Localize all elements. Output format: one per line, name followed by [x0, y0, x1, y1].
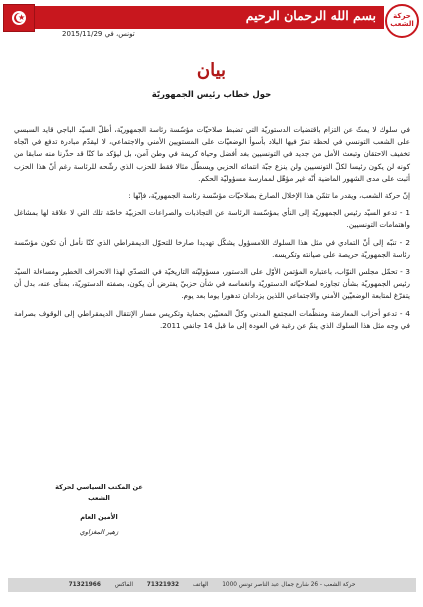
tunisia-flag-icon: ★	[3, 4, 35, 32]
footer-fax-label: الفاكس	[114, 582, 133, 588]
letterhead	[0, 0, 423, 40]
signature-name: زهير المغزاوي	[79, 528, 119, 536]
letterhead-footer	[8, 578, 416, 592]
footer-address: حركة الشعب - 26 شارع جمال عبد الناصر تونس 1000	[222, 582, 356, 588]
basmala-text: بسم الله الرحمان الرحيم	[245, 8, 376, 23]
footer-phone-label: الهاتف	[192, 582, 209, 588]
document-title: بيان	[196, 60, 227, 81]
paragraph-position: إنّ حركة الشعب، ويقدر ما تثمّن هذا الإخلال الصارخ بصلاحيّات مؤسّسة رئاسة الجمهوريّة، فإنّها :	[128, 191, 410, 201]
document-subtitle: حول خطاب رئيس الجمهوريّة	[151, 90, 272, 100]
paragraph-intro: في سلوك لا يمتّ عن التزام باقتضيات الدستوريّة التي تضبط صلاحيّات مؤسّسة رئاسة الجمهوريّة، أطلّ السيّد الباجي قايد السبسي على الشعب التونسي في لحظة تمرّ فيها البلاد بأسوأ الوضعيّات على المستويين الأمني والاجتماعي، لا ليقدّم مبادرة تدفع في اتّجاه تخفيف الاحتقان وتبعث الأمل من جديد في التونسيين بغد أفضل وحياة كريمة في وطن آمن، بل ليؤكد ما كنّا قد حذّرنا منه سابقا من كونه لن يكون رئيسا لكلّ التونسيين ولن ينزع جبّة انتمائه الحزبي ويسطّل مثالا فقط للحزب الذي رشّحه للرئاسة رغم أنّ هذا الحزب أثبت على مدى الشهور الماضية أنّه غير مؤهّل لممارسة مسؤوليّة الحكم.	[14, 125, 410, 183]
paragraph-point-1: 1 - تدعو السيّد رئيس الجمهوريّة إلى النأي بمؤسّسة الرئاسة عن التجاذبات والصراعات الحزبيّة خاصّة تلك التي لا علاقة لها بمشاغل واهتمامات التونسيين.	[14, 208, 410, 230]
party-logo-icon	[385, 4, 419, 38]
signature-role: الأمين العام	[80, 513, 118, 521]
signature-block	[44, 482, 154, 538]
header-band	[34, 6, 384, 29]
signature-office: عن المكتب السياسي لحركة الشعب	[55, 483, 143, 502]
statement-body	[14, 124, 410, 337]
paragraph-point-2: 2 - تنبّه إلى أنّ التمادي في مثل هذا السلوك اللامسؤول يشكّل تهديدا صارخا للتحوّل الديمقراطي الذي كنّا نأمل أن تكون مؤسّسة رئاسة الجمهوريّة حريصة على صيانته وتكريسه.	[14, 237, 410, 259]
footer-fax: 71321966	[68, 582, 101, 588]
paragraph-point-3: 3 - تحمّل مجلس النوّاب، باعتباره المؤتمن الأوّل على الدستور، مسؤوليّته التاريخيّة في التصدّي لهذا الانحراف الخطير ومساءلة السيّد رئيس الجمهوريّة بشأن تجاوزه لصلاحيّاته الدستوريّة وانغماسه في شأن حزبيّ يفترض أن يكون، بصفته الدستوريّة، بمنأى عنه، بدل أن يتفرّغ لمتابعة الوضعيّين الأمني والاجتماعي اللذين يزدادان تدهورا يوما بعد يوم.	[14, 267, 410, 301]
footer-phone: 71321932	[146, 582, 180, 588]
document-date: تونس، في 2015/11/29	[62, 30, 135, 38]
paragraph-point-4: 4 - تدعو أحزاب المعارضة ومنظّمات المجتمع المدني وكلّ المعنيّين بحماية وتكريس مسار الإنتقال الديمقراطي إلى الوقوف بصرامة في وجه مثل هذا السلوك الذي ينمّ عن رغبة في العودة إلى ما قبل 14 جانفي 2011.	[14, 308, 410, 330]
logo-text: حركة الشعب	[390, 12, 414, 28]
